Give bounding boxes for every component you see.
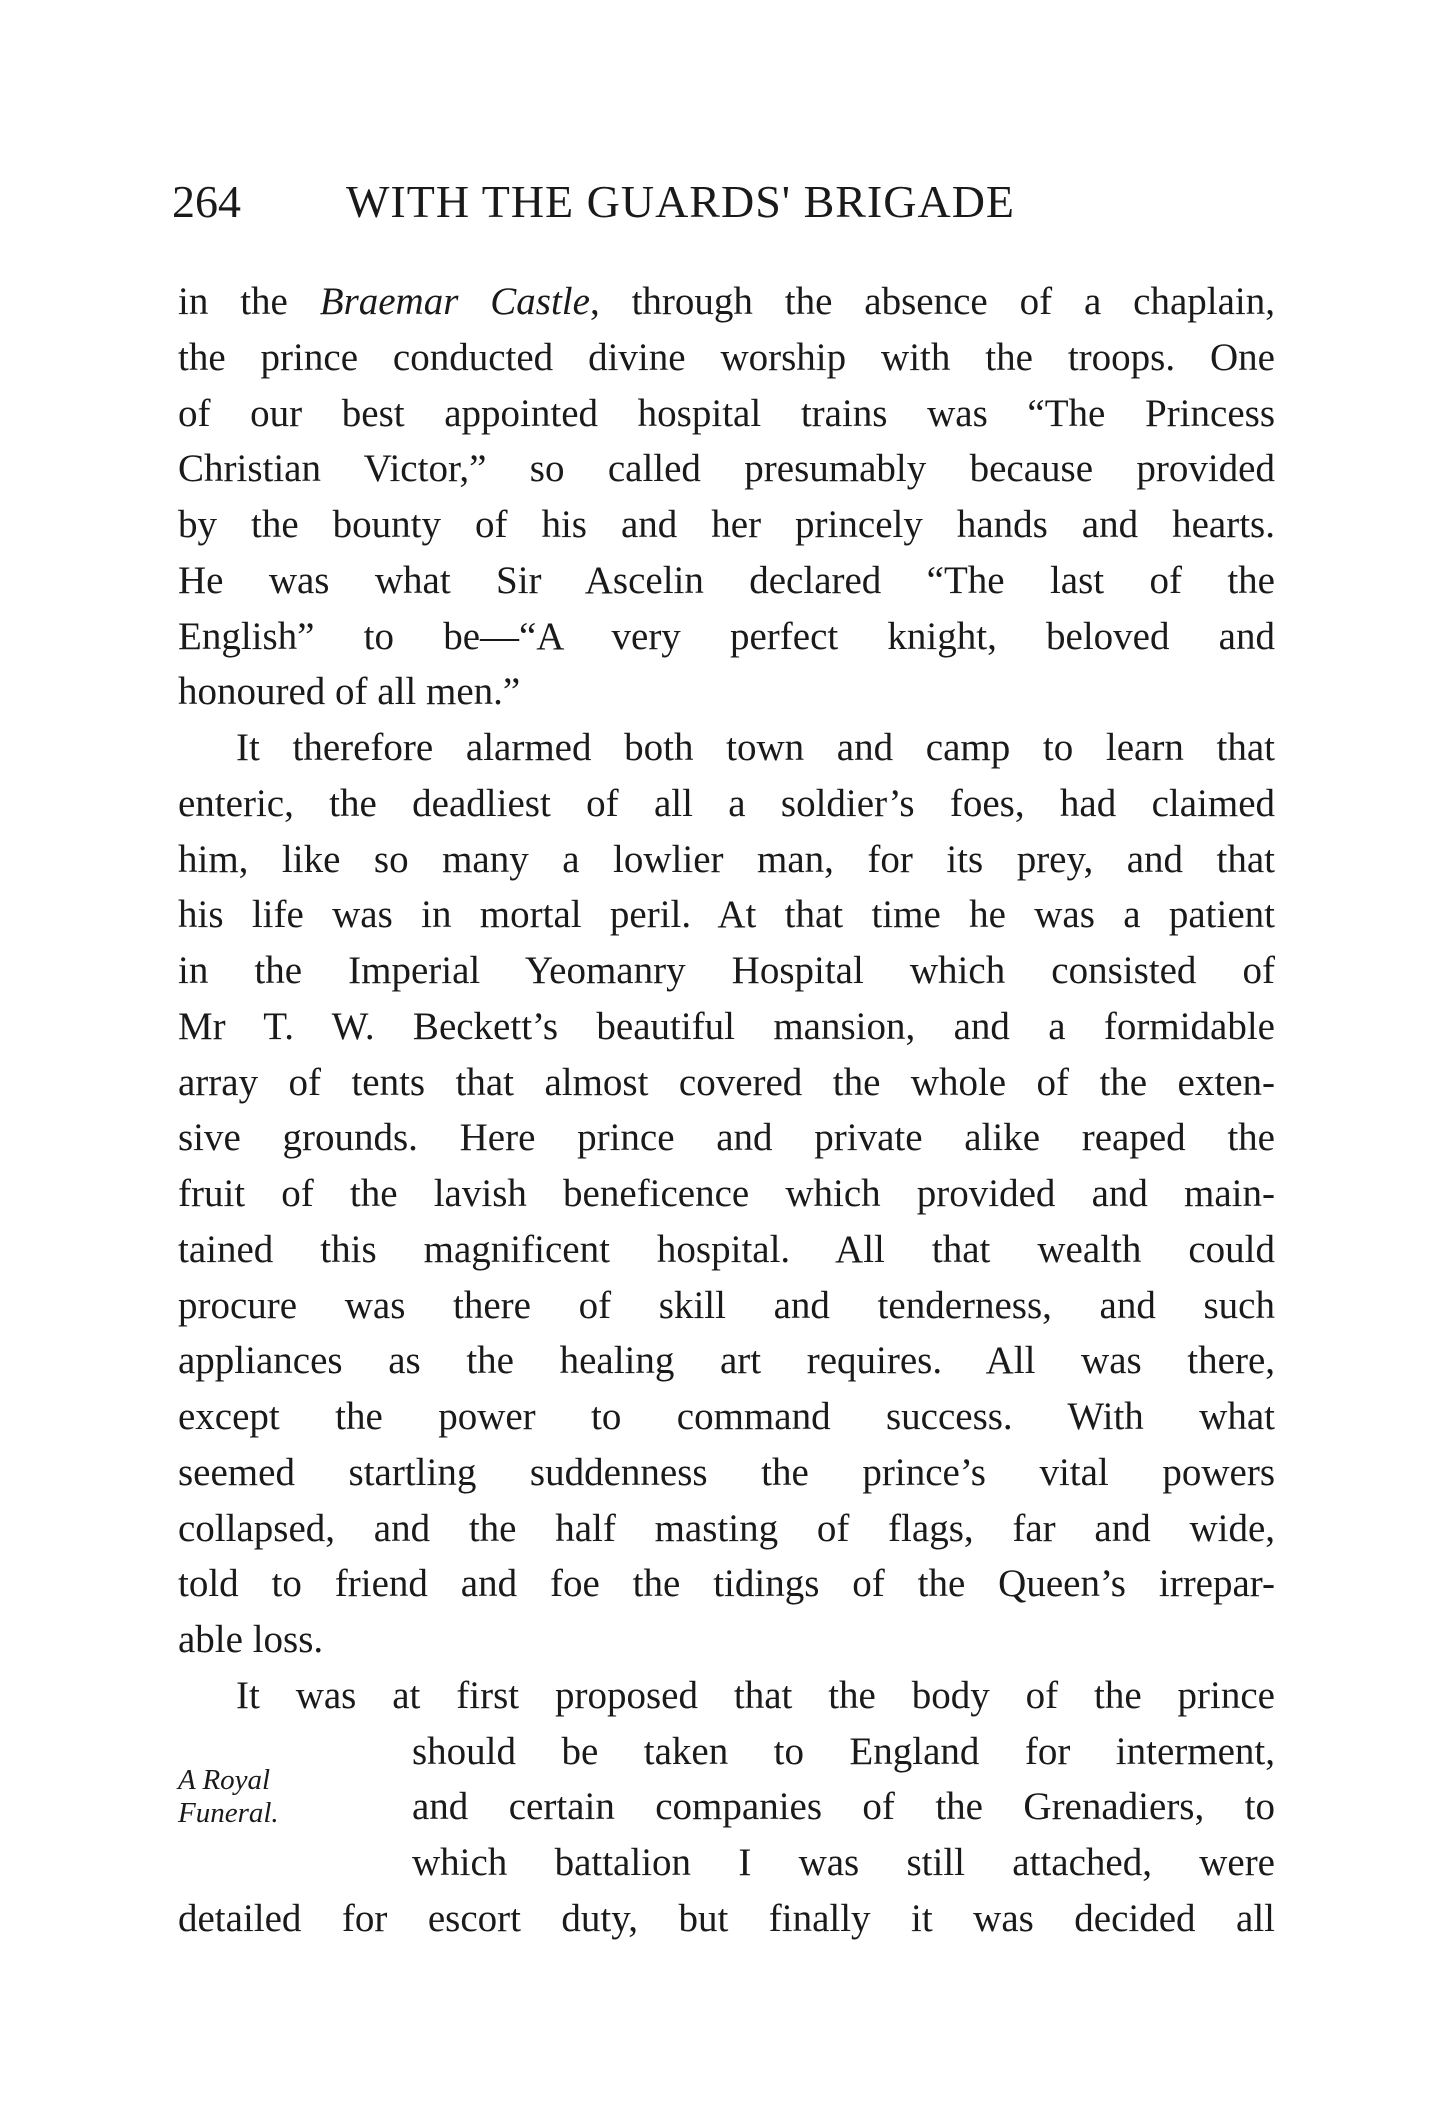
text-run: tained this magnificent hospital. All that wealth could [178, 1227, 1275, 1271]
text-line [178, 720, 1275, 776]
text-line [178, 1556, 1275, 1612]
text-line [178, 832, 1275, 888]
text-run: English” to be—“A very perfect knight, beloved and [178, 614, 1275, 658]
margin-note-line: A Royal [178, 1764, 271, 1796]
text-line [178, 1110, 1275, 1166]
text-line [178, 1055, 1275, 1111]
text-line [178, 1166, 1275, 1222]
text-line [178, 609, 1275, 665]
text-run: appliances as the healing art requires. All was there, [178, 1339, 1275, 1383]
text-line [178, 1891, 1275, 1947]
text-run: He was what Sir Ascelin declared “The last of the [178, 558, 1275, 602]
text-line [178, 1612, 1275, 1668]
text-line [178, 776, 1275, 832]
text-run: Mr T. W. Beckett’s beautiful mansion, and a formidable [178, 1004, 1275, 1048]
text-run: told to friend and foe the tidings of the Queen’s irrepar- [178, 1562, 1275, 1606]
text-run: fruit of the lavish beneficence which provided and main- [178, 1172, 1275, 1215]
text-line [178, 1389, 1275, 1445]
text-line [178, 999, 1275, 1055]
text-run: collapsed, and the half masting of flags, far and wide, [178, 1506, 1275, 1550]
text-run: the prince conducted divine worship with the troops. One [178, 335, 1275, 379]
text-line [178, 441, 1275, 497]
text-line [178, 664, 1275, 720]
text-line [178, 386, 1275, 442]
margin-note [178, 1764, 279, 1830]
text-run: and certain companies of the Grenadiers, to [412, 1785, 1275, 1829]
text-line [178, 1501, 1275, 1557]
margin-note-line: Funeral. [178, 1797, 279, 1829]
text-run: by the bounty of his and her princely hands and hearts. [178, 503, 1275, 546]
text-line [178, 1333, 1275, 1389]
text-run: able loss. [178, 1618, 324, 1661]
text-run: It therefore alarmed both town and camp to learn that [236, 726, 1275, 769]
text-run: Christian Victor,” so called presumably because provided [178, 447, 1275, 491]
text-run: him, like so many a lowlier man, for its prey, and that [178, 837, 1275, 881]
text-run: It was at first proposed that the body of the prince [236, 1673, 1275, 1717]
text-line [178, 887, 1275, 943]
text-run: detailed for escort duty, but finally it was decided all [178, 1896, 1275, 1940]
running-title: WITH THE GUARDS' BRIGADE [346, 176, 1016, 227]
text-line [178, 1668, 1275, 1724]
text-run: in the Imperial Yeomanry Hospital which consisted of [178, 949, 1275, 992]
body-text [178, 274, 1275, 1947]
italic-ship-name: Braemar Castle [319, 280, 590, 323]
text-line [178, 1835, 1275, 1891]
text-run: honoured of all men.” [178, 670, 521, 714]
text-line [178, 1222, 1275, 1278]
text-run: should be taken to England for interment, [412, 1729, 1275, 1773]
text-run: enteric, the deadliest of all a soldier’s foes, had claimed [178, 781, 1275, 825]
text-run: procure was there of skill and tenderness, and such [178, 1283, 1275, 1327]
text-run: sive grounds. Here prince and private alike reaped the [178, 1116, 1275, 1160]
text-line [178, 497, 1275, 553]
text-run: which battalion I was still attached, were [412, 1841, 1275, 1884]
text-line [178, 1445, 1275, 1501]
text-run: except the power to command success. With what [178, 1395, 1275, 1438]
page-number: 264 [172, 176, 241, 227]
text-line [178, 274, 1275, 330]
text-line [178, 943, 1275, 999]
text-run: array of tents that almost covered the whole of the exten- [178, 1060, 1275, 1104]
text-line [178, 1779, 1275, 1835]
text-line [178, 553, 1275, 609]
text-line [178, 330, 1275, 386]
text-line [178, 1724, 1275, 1780]
text-run: seemed startling suddenness the prince’s vital powers [178, 1450, 1275, 1494]
text-line [178, 1278, 1275, 1334]
text-run: his life was in mortal peril. At that time he was a patient [178, 893, 1275, 937]
text-run: , through the absence of a chaplain, [589, 280, 1275, 323]
text-run: in the [178, 280, 320, 323]
text-run: of our best appointed hospital trains was “The Princess [178, 391, 1275, 435]
